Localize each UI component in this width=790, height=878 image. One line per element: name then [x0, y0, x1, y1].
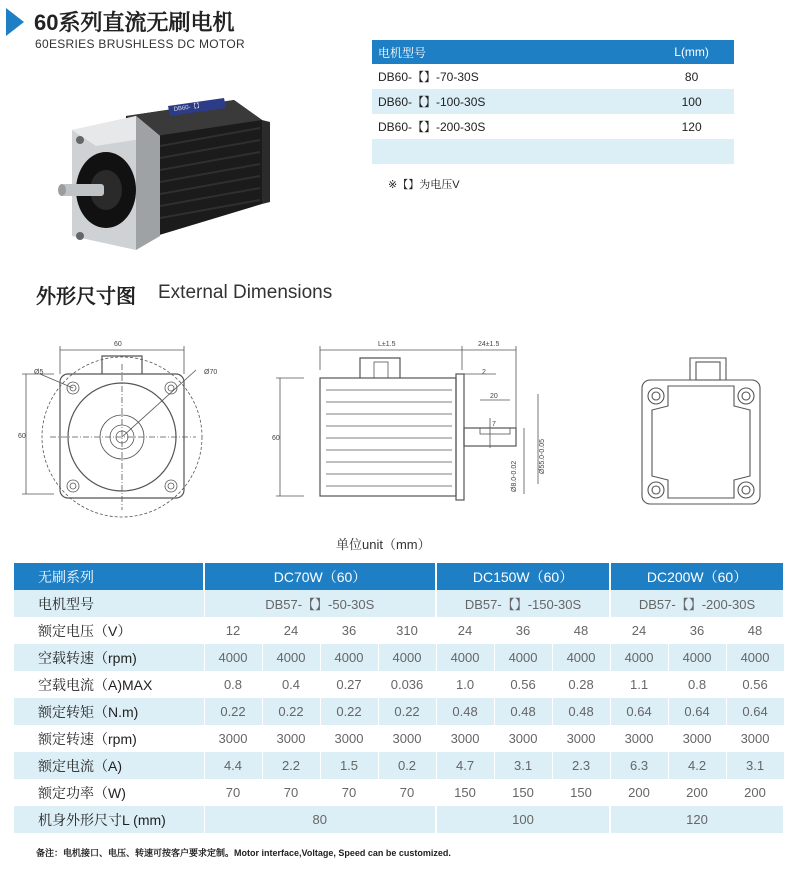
table-cell: 4000: [668, 644, 726, 671]
model-table-header-length: L(mm): [649, 40, 734, 64]
row-label: 额定电压（V）: [14, 617, 204, 644]
unit-label: 单位unit（mm）: [336, 537, 431, 552]
table-cell: 3000: [552, 725, 610, 752]
table-cell: 4000: [610, 644, 668, 671]
table-cell: 0.22: [262, 698, 320, 725]
spec-model-cell: DB57-【】-50-30S: [204, 590, 436, 617]
table-cell: 0.22: [204, 698, 262, 725]
dimensions-title-en: External Dimensions: [158, 282, 333, 303]
table-cell: 0.56: [494, 671, 552, 698]
row-label: 机身外形尺寸L (mm): [14, 806, 204, 833]
table-cell: 70: [378, 779, 436, 806]
spec-header-row: [14, 563, 784, 590]
dimensions-title-cn: 外形尺寸图: [36, 286, 136, 308]
table-cell: 4000: [378, 644, 436, 671]
model-note: ※【】为电压V: [388, 179, 460, 191]
table-cell: 3000: [262, 725, 320, 752]
page-subtitle: 60ESRIES BRUSHLESS DC MOTOR: [35, 37, 245, 51]
table-cell: 48: [726, 617, 784, 644]
table-cell: 3.1: [494, 752, 552, 779]
length-group-cell: 80: [204, 806, 436, 833]
front-view-drawing: [10, 334, 230, 524]
table-cell: 70: [262, 779, 320, 806]
table-cell: 3000: [668, 725, 726, 752]
table-row: [372, 64, 734, 89]
table-cell: 310: [378, 617, 436, 644]
side-shaft-d-label: Ø8.0-0.02: [511, 460, 518, 492]
table-cell: 1.1: [610, 671, 668, 698]
table-cell: 4000: [726, 644, 784, 671]
model-cell: [372, 139, 649, 164]
table-cell: 4.2: [668, 752, 726, 779]
spec-group-header: DC150W（60）: [436, 563, 610, 590]
table-cell: 0.64: [668, 698, 726, 725]
table-cell: 150: [436, 779, 494, 806]
table-cell: 0.2: [378, 752, 436, 779]
spec-length-row: [14, 806, 784, 833]
table-cell: 24: [262, 617, 320, 644]
table-row: [14, 725, 784, 752]
table-cell: 150: [494, 779, 552, 806]
table-cell: 4000: [552, 644, 610, 671]
table-cell: 36: [494, 617, 552, 644]
header-arrow-icon: [6, 8, 24, 36]
side-length-label: L±1.5: [378, 341, 396, 348]
front-circle-label: Ø70: [204, 369, 218, 376]
length-cell: 80: [684, 69, 699, 84]
table-cell: 0.64: [726, 698, 784, 725]
table-cell: 0.22: [378, 698, 436, 725]
table-cell: 3000: [436, 725, 494, 752]
row-label: 空载电流（A)MAX: [14, 671, 204, 698]
row-label: 额定转速（rpm): [14, 725, 204, 752]
table-cell: 0.56: [726, 671, 784, 698]
model-cell: DB60-【】-70-30S: [378, 70, 479, 84]
table-cell: 12: [204, 617, 262, 644]
row-label: 额定电流（A): [14, 752, 204, 779]
table-cell: 200: [610, 779, 668, 806]
length-group-cell: 100: [436, 806, 610, 833]
row-label: 额定功率（W): [14, 779, 204, 806]
model-length-table: [372, 40, 734, 164]
spec-table: [14, 563, 785, 833]
front-height-label: 60: [18, 433, 26, 440]
table-cell: 1.0: [436, 671, 494, 698]
length-cell: 120: [681, 119, 702, 134]
table-row: [14, 752, 784, 779]
table-row: [14, 617, 784, 644]
table-cell: 3000: [320, 725, 378, 752]
table-cell: 4.4: [204, 752, 262, 779]
front-width-label: 60: [114, 341, 122, 348]
table-cell: 3.1: [726, 752, 784, 779]
side-pilot-label: Ø55.0-0.05: [539, 438, 546, 474]
table-cell: 70: [320, 779, 378, 806]
table-row: [14, 671, 784, 698]
table-cell: 4000: [204, 644, 262, 671]
table-cell: 3000: [378, 725, 436, 752]
row-label: 电机型号: [14, 590, 204, 617]
table-cell: 6.3: [610, 752, 668, 779]
side-shaft-label: 24±1.5: [478, 341, 500, 348]
table-cell: 24: [436, 617, 494, 644]
table-cell: 4000: [436, 644, 494, 671]
spec-model-cell: DB57-【】-150-30S: [436, 590, 610, 617]
table-cell: 0.48: [494, 698, 552, 725]
row-label: 额定转矩（N.m): [14, 698, 204, 725]
spec-group-header: DC200W（60）: [610, 563, 784, 590]
motor-photo: [56, 86, 286, 256]
table-cell: 48: [552, 617, 610, 644]
length-group-cell: 120: [610, 806, 784, 833]
model-cell: DB60-【】-200-30S: [378, 120, 486, 134]
table-cell: 2.2: [262, 752, 320, 779]
table-cell: 0.22: [320, 698, 378, 725]
spec-model-row: [14, 590, 784, 617]
footnote: 备注：电机接口、电压、转速可按客户要求定制。Motor interface,Voltage, Speed can be customized.: [36, 848, 451, 858]
table-cell: 0.28: [552, 671, 610, 698]
table-cell: 4.7: [436, 752, 494, 779]
table-cell: 200: [726, 779, 784, 806]
side-key-label: 20: [490, 393, 498, 400]
model-cell: DB60-【】-100-30S: [372, 89, 649, 114]
side-flange-label: 2: [482, 369, 486, 376]
table-cell: 2.3: [552, 752, 610, 779]
table-cell: 3000: [610, 725, 668, 752]
table-cell: 3000: [726, 725, 784, 752]
front-hole-label: Ø5: [34, 369, 44, 376]
table-row: [372, 114, 734, 139]
side-d1-label: 7: [492, 421, 496, 428]
table-cell: 0.8: [204, 671, 262, 698]
model-table-header-model: 电机型号: [372, 40, 649, 64]
spec-model-cell: DB57-【】-200-30S: [610, 590, 784, 617]
table-row: [372, 89, 734, 114]
table-cell: 3000: [494, 725, 552, 752]
side-height-label: 60: [272, 435, 280, 442]
table-cell: 0.4: [262, 671, 320, 698]
table-cell: 3000: [204, 725, 262, 752]
length-cell: [649, 139, 734, 164]
table-cell: 0.48: [552, 698, 610, 725]
table-cell: 0.64: [610, 698, 668, 725]
page-title: 60系列直流无刷电机: [34, 10, 235, 35]
table-cell: 4000: [494, 644, 552, 671]
table-row: [14, 698, 784, 725]
table-cell: 4000: [320, 644, 378, 671]
table-row: [14, 644, 784, 671]
spec-header-label: 无刷系列: [14, 563, 204, 590]
table-cell: 24: [610, 617, 668, 644]
side-view-drawing: [266, 334, 566, 524]
table-cell: 70: [204, 779, 262, 806]
table-cell: 0.48: [436, 698, 494, 725]
table-row: [14, 779, 784, 806]
table-row: [372, 139, 734, 164]
table-cell: 0.036: [378, 671, 436, 698]
table-cell: 0.8: [668, 671, 726, 698]
rear-view-drawing: [630, 346, 770, 516]
table-cell: 36: [668, 617, 726, 644]
spec-group-header: DC70W（60）: [204, 563, 436, 590]
motor-label-text: DB60-【】: [173, 103, 204, 113]
row-label: 空载转速（rpm): [14, 644, 204, 671]
table-cell: 150: [552, 779, 610, 806]
table-cell: 4000: [262, 644, 320, 671]
length-cell: 100: [649, 89, 734, 114]
table-cell: 200: [668, 779, 726, 806]
table-cell: 0.27: [320, 671, 378, 698]
table-cell: 1.5: [320, 752, 378, 779]
table-cell: 36: [320, 617, 378, 644]
